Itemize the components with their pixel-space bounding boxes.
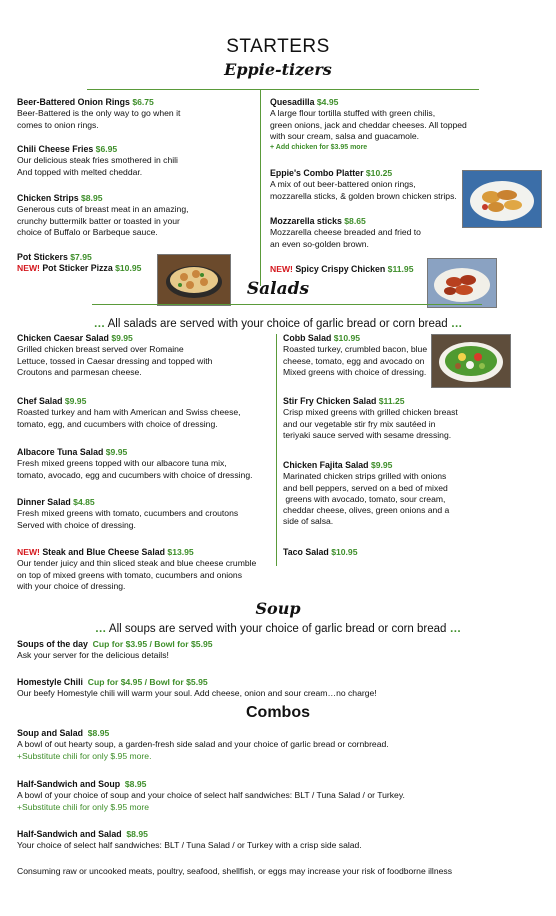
menu-item-half-sandwich-soup: Half-Sandwich and Soup $8.95 A bowl of your choice of soup and your choice of select half sandwiches: BLT / Tuna Salad / or Turkey. +Substitute chili for only $.95 more xyxy=(17,779,405,812)
divider-salads-vertical xyxy=(276,334,277,566)
menu-item-soups-of-the-day: Soups of the day Cup for $3.95 / Bowl for $5.95 Ask your server for the delicious details! xyxy=(17,639,213,661)
menu-item-spicy-crispy-chicken: NEW! Spicy Crispy Chicken $11.95 xyxy=(270,264,414,274)
menu-item-stir-fry-chicken-salad: Stir Fry Chicken Salad $11.25 Crisp mixed greens with grilled chicken breast and our vegetable stir fry mix sautéed in teriyaki sauce served with sesame dressing. xyxy=(283,396,458,440)
menu-item-steak-blue-cheese-salad: NEW! Steak and Blue Cheese Salad $13.95 Our tender juicy and thin sliced steak and blue cheese crumble on top of mixed greens with tomato, cucumbers and onions with your choice of dressing. xyxy=(17,547,257,591)
menu-item-soup-and-salad: Soup and Salad $8.95 A bowl of out hearty soup, a garden-fresh side salad and your choice of garlic bread or cornbread. +Substitute chili for only $.95 more. xyxy=(17,728,389,761)
divider-top xyxy=(87,89,479,90)
menu-item-chicken-strips: Chicken Strips $8.95 Generous cuts of breast meat in an amazing, crunchy buttermilk batter or toasted in your choice of Buffalo or Barbeque sauce. xyxy=(17,193,189,237)
combo-platter-image xyxy=(463,171,541,227)
page-title: STARTERS xyxy=(226,36,330,57)
divider-starters-vertical xyxy=(260,90,261,286)
cobb-salad-image xyxy=(432,335,510,387)
page-subtitle: Eppie-tizers xyxy=(224,60,332,79)
divider-salads xyxy=(92,304,482,305)
menu-item-dinner-salad: Dinner Salad $4.85 Fresh mixed greens with tomato, cucumbers and croutons Served with choice of dressing. xyxy=(17,497,239,530)
menu-item-chef-salad: Chef Salad $9.95 Roasted turkey and ham with American and Swiss cheese, tomato, egg, and cucumbers with choice of dressing. xyxy=(17,396,241,429)
menu-item-combo-platter: Eppie's Combo Platter $10.25 A mix of out beer-battered onion rings, mozzarella sticks, & golden brown chicken strips. xyxy=(270,168,457,201)
soup-heading: Soup xyxy=(255,599,301,618)
menu-item-mozzarella-sticks: Mozzarella sticks $8.65 Mozzarella cheese breaded and fried to an even so-golden brown. xyxy=(270,216,421,249)
combos-heading: Combos xyxy=(246,704,310,721)
menu-item-homestyle-chili: Homestyle Chili Cup for $4.95 / Bowl for $5.95 Our beefy Homestyle chili will warm your soul. Add cheese, onion and sour cream…no charge! xyxy=(17,677,377,699)
salads-note: … All salads are served with your choice of garlic bread or corn bread … xyxy=(93,318,463,330)
menu-item-pot-stickers: Pot Stickers $7.95 NEW! Pot Sticker Pizza $10.95 xyxy=(17,252,142,274)
salads-heading: Salads xyxy=(246,279,310,299)
menu-item-albacore-tuna-salad: Albacore Tuna Salad $9.95 Fresh mixed greens topped with our albacore tuna mix, tomato, avocado, egg and cucumbers with choice of dressing. xyxy=(17,447,253,480)
soup-note: … All soups are served with your choice of garlic bread or corn bread … xyxy=(94,623,462,635)
food-safety-warning: Consuming raw or uncooked meats, poultry, seafood, shellfish, or eggs may increase your risk of foodborne illness xyxy=(17,866,452,876)
cobb-salad-photo xyxy=(431,334,511,388)
menu-item-quesadilla: Quesadilla $4.95 A large flour tortilla stuffed with green chilis, green onions, jack and cheddar cheeses. All topped with sour cream, salsa and guacamole. + Add chicken for $3.95 more xyxy=(270,97,467,152)
menu-item-chili-cheese-fries: Chili Cheese Fries $6.95 Our delicious steak fries smothered in chili And topped with melted cheddar. xyxy=(17,144,178,177)
menu-item-taco-salad: Taco Salad $10.95 xyxy=(283,547,358,557)
menu-item-chicken-fajita-salad: Chicken Fajita Salad $9.95 Marinated chicken strips grilled with onions and bell peppers, served on a bed of mixed greens with avocado, tomato, sour cream, cheddar cheese, olives, green onions and a side of salsa. xyxy=(283,460,450,527)
menu-item-cobb-salad: Cobb Salad $10.95 Roasted turkey, crumbled bacon, blue cheese, tomato, egg and avocado on Mixed greens with choice of dressing. xyxy=(283,333,428,377)
menu-item-chicken-caesar-salad: Chicken Caesar Salad $9.95 Grilled chicken breast served over Romaine Lettuce, tossed in Caesar dressing and topped with Croutons and parmesan cheese. xyxy=(17,333,213,377)
combo-platter-photo xyxy=(462,170,542,228)
menu-item-half-sandwich-salad: Half-Sandwich and Salad $8.95 Your choice of select half sandwiches: BLT / Tuna Salad / or Turkey with a crisp side salad. xyxy=(17,829,362,851)
menu-item-onion-rings: Beer-Battered Onion Rings $6.75 Beer-Battered is the only way to go when it comes to onion rings. xyxy=(17,97,181,130)
